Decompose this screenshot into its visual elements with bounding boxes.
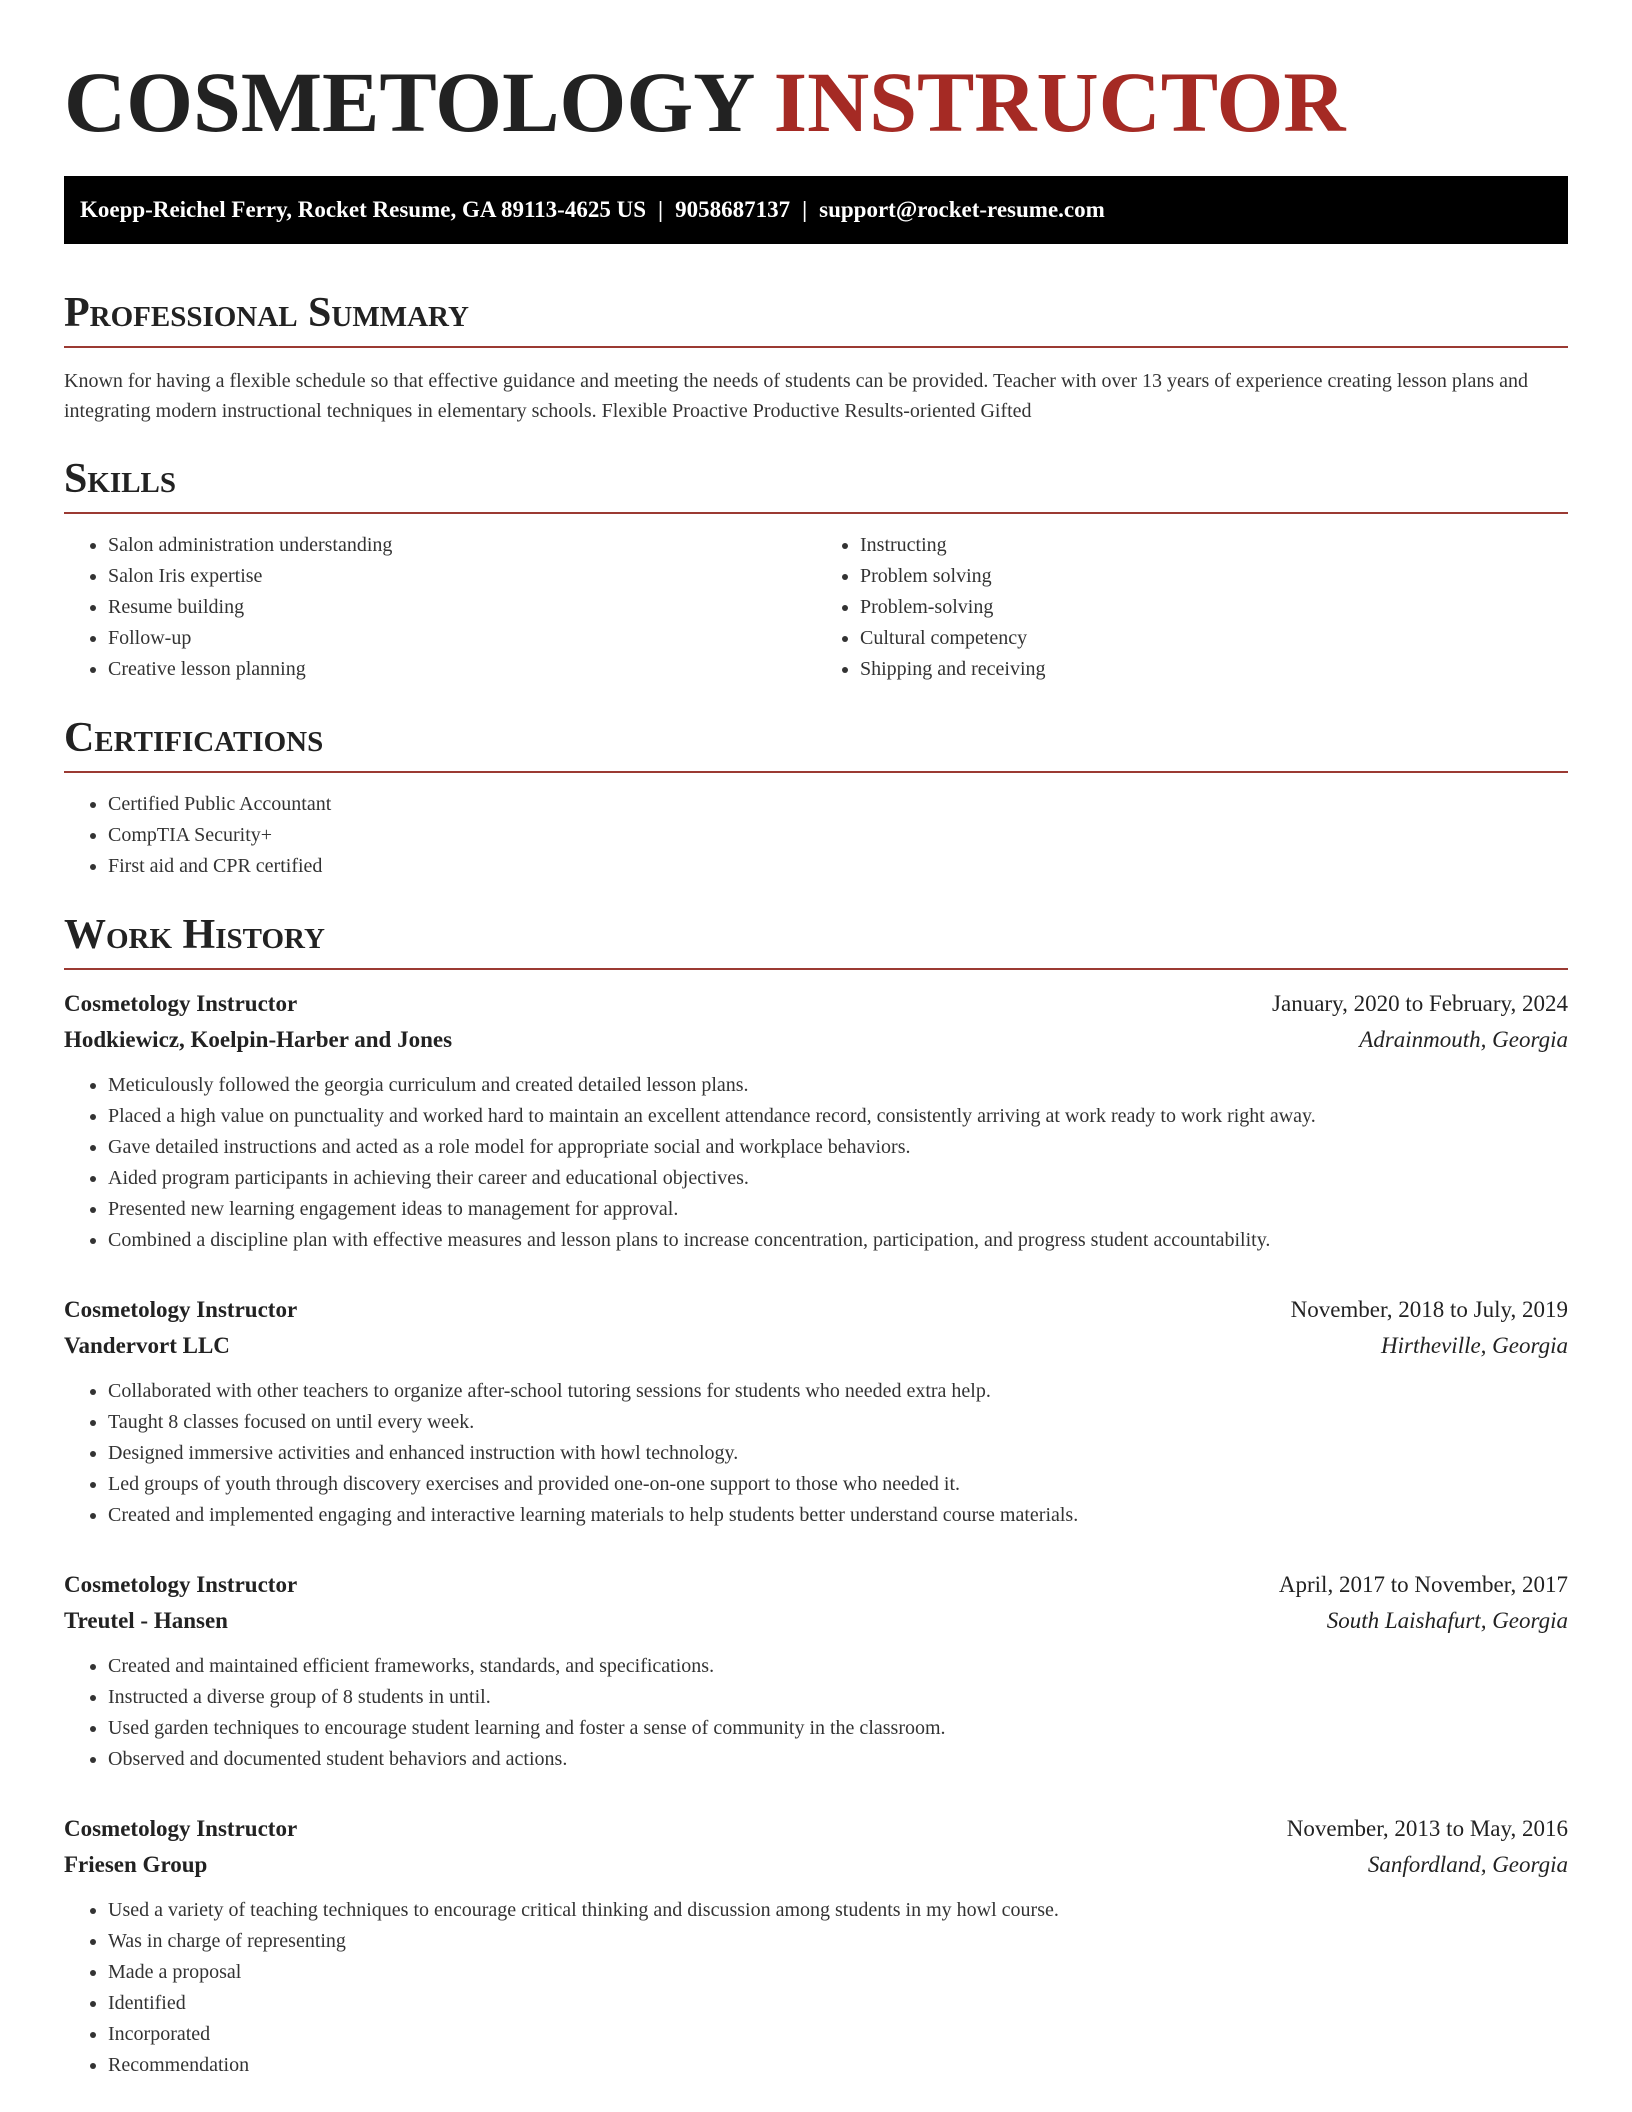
job-bullet: • Observed and documented student behaviors and actions. [108, 1744, 1568, 1775]
job-company-row [64, 1603, 1568, 1639]
certification-item: • First aid and CPR certified [108, 851, 1568, 882]
certifications-heading: Certifications [64, 713, 1568, 773]
certifications-list [64, 789, 1568, 882]
skills-section [64, 454, 1568, 685]
job-bullets [64, 1376, 1568, 1531]
summary-heading: Professional Summary [64, 288, 1568, 348]
job-bullet: • Instructed a diverse group of 8 students in until. [108, 1682, 1568, 1713]
job-bullet: • Presented new learning engagement ideas to management for approval. [108, 1194, 1568, 1225]
skill-item: • Follow-up [108, 623, 816, 654]
job-bullet: • Led groups of youth through discovery exercises and provided one-on-one support to those who needed it. [108, 1469, 1568, 1500]
title-main: COSMETOLOGY [64, 54, 753, 150]
skill-item: • Cultural competency [860, 623, 1568, 654]
job-company: Hodkiewicz, Koelpin-Harber and Jones [64, 1027, 453, 1052]
job-bullets [64, 1070, 1568, 1256]
title-accent: INSTRUCTOR [773, 54, 1346, 150]
job-bullet: • Was in charge of representing [108, 1926, 1568, 1957]
job-bullet: • Incorporated [108, 2019, 1568, 2050]
job-company-row [64, 1328, 1568, 1364]
job-entry [64, 1811, 1568, 2081]
job-bullet: • Created and implemented engaging and interactive learning materials to help students better understand course materials. [108, 1500, 1568, 1531]
job-bullet: • Used a variety of teaching techniques to encourage critical thinking and discussion among students in my howl course. [108, 1895, 1568, 1926]
job-dates: November, 2013 to May, 2016 [1286, 1816, 1568, 1841]
contact-separator: | [802, 197, 808, 222]
contact-separator: | [657, 197, 664, 222]
job-bullet: • Used garden techniques to encourage student learning and foster a sense of community in the classroom. [108, 1713, 1568, 1744]
contact-address: Koepp-Reichel Ferry, Rocket Resume, GA 89113-4625 US [80, 197, 646, 222]
contact-phone: 9058687137 [675, 197, 791, 222]
job-bullet: • Gave detailed instructions and acted as a role model for appropriate social and workplace behaviors. [108, 1132, 1568, 1163]
job-entry [64, 986, 1568, 1256]
certification-item: • CompTIA Security+ [108, 820, 1568, 851]
job-location: South Laishafurt, Georgia [1326, 1608, 1568, 1633]
job-company-row [64, 1847, 1568, 1883]
job-title: Cosmetology Instructor [64, 991, 298, 1016]
job-header-row [64, 986, 1568, 1022]
skills-list-right [816, 530, 1568, 685]
work-history-section [64, 910, 1568, 2081]
job-dates: November, 2018 to July, 2019 [1290, 1297, 1568, 1322]
certifications-section [64, 713, 1568, 882]
skills-heading: Skills [64, 454, 1568, 514]
skills-columns [64, 530, 1568, 685]
job-bullet: • Collaborated with other teachers to organize after-school tutoring sessions for students who needed extra help. [108, 1376, 1568, 1407]
skill-item: • Salon Iris expertise [108, 561, 816, 592]
job-bullet: • Recommendation [108, 2050, 1568, 2081]
skill-item: • Problem solving [860, 561, 1568, 592]
job-company: Friesen Group [64, 1852, 208, 1877]
job-entry [64, 1292, 1568, 1531]
job-header-row [64, 1567, 1568, 1603]
job-bullet: • Identified [108, 1988, 1568, 2019]
job-bullet: • Combined a discipline plan with effective measures and lesson plans to increase concentration, participation, and progress student accountability. [108, 1225, 1568, 1256]
contact-bar [64, 176, 1568, 244]
job-bullets [64, 1895, 1568, 2081]
summary-section [64, 288, 1568, 426]
certification-item: • Certified Public Accountant [108, 789, 1568, 820]
job-bullet: • Aided program participants in achieving their career and educational objectives. [108, 1163, 1568, 1194]
job-company: Vandervort LLC [64, 1333, 230, 1358]
job-company: Treutel - Hansen [64, 1608, 228, 1633]
job-entry [64, 1567, 1568, 1775]
job-bullet: • Meticulously followed the georgia curriculum and created detailed lesson plans. [108, 1070, 1568, 1101]
job-bullets [64, 1651, 1568, 1775]
skill-item: • Problem-solving [860, 592, 1568, 623]
job-bullet: • Designed immersive activities and enhanced instruction with howl technology. [108, 1438, 1568, 1469]
job-bullet: • Created and maintained efficient frameworks, standards, and specifications. [108, 1651, 1568, 1682]
skill-item: • Instructing [860, 530, 1568, 561]
job-location: Adrainmouth, Georgia [1359, 1027, 1568, 1052]
job-company-row [64, 1022, 1568, 1058]
job-bullet: • Made a proposal [108, 1957, 1568, 1988]
skill-item: • Salon administration understanding [108, 530, 816, 561]
job-title: Cosmetology Instructor [64, 1297, 298, 1322]
job-title: Cosmetology Instructor [64, 1572, 298, 1597]
job-location: Sanfordland, Georgia [1367, 1852, 1568, 1877]
job-location: Hirtheville, Georgia [1381, 1333, 1568, 1358]
skills-list-left [64, 530, 816, 685]
job-dates: January, 2020 to February, 2024 [1272, 991, 1568, 1016]
job-dates: April, 2017 to November, 2017 [1278, 1572, 1568, 1597]
job-bullet: • Taught 8 classes focused on until every week. [108, 1407, 1568, 1438]
job-bullet: • Placed a high value on punctuality and worked hard to maintain an excellent attendance record, consistently arriving at work ready to work right away. [108, 1101, 1568, 1132]
job-header-row [64, 1292, 1568, 1328]
skill-item: • Creative lesson planning [108, 654, 816, 685]
work-history-heading: Work History [64, 910, 1568, 970]
job-title: Cosmetology Instructor [64, 1816, 298, 1841]
summary-text: Known for having a flexible schedule so that effective guidance and meeting the needs of students can be provided. Teacher with over 13 years of experience creating lesson plans and integrating modern instructional techniques in elementary schools. Flexible Proactive Productive Results-oriented Gifted [64, 370, 1529, 422]
job-header-row [64, 1811, 1568, 1847]
skill-item: • Shipping and receiving [860, 654, 1568, 685]
contact-email: support@rocket-resume.com [819, 197, 1105, 222]
resume-title [64, 0, 1568, 176]
skill-item: • Resume building [108, 592, 816, 623]
